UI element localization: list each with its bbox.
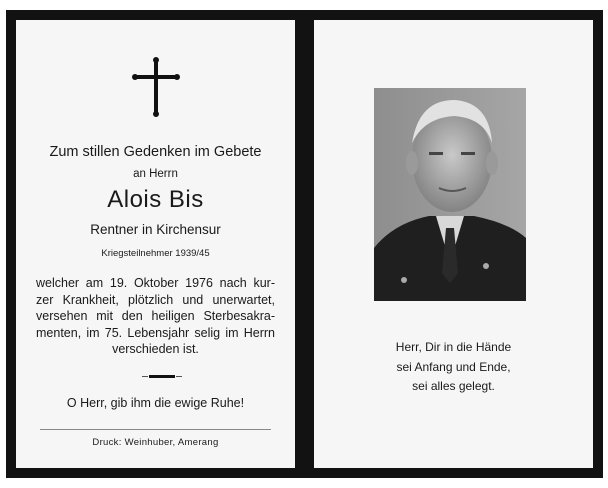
verse-text	[314, 338, 593, 397]
portrait-photo	[374, 88, 526, 301]
cross-icon	[132, 57, 180, 117]
an-herrn-text: an Herrn	[133, 168, 178, 180]
body-line: versehen mit den heiligen Sterbesakra-	[36, 309, 275, 323]
verse-line: sei Anfang und Ende,	[396, 359, 511, 374]
right-page	[304, 10, 603, 478]
printer-credit: Druck: Weinhuber, Amerang	[92, 437, 219, 448]
body-line: menten, im 75. Lebensjahr selig im Herrn	[36, 325, 275, 340]
body-line: welcher am 19. Oktober 1976 nach kur-	[36, 276, 275, 290]
body-line: zer Krankheit, plötzlich und unerwartet,	[36, 292, 275, 307]
occupation-text: Rentner in Kirchensur	[90, 222, 221, 237]
verse-line: Herr, Dir in die Hände	[395, 340, 512, 354]
divider-line	[40, 429, 271, 430]
intro-text: Zum stillen Gedenken im Gebete	[49, 144, 262, 160]
obituary-body	[36, 275, 275, 358]
left-page-paper	[16, 20, 295, 468]
body-line: verschieden ist.	[112, 342, 199, 356]
right-page-paper	[314, 20, 593, 468]
deceased-name: Alois Bis	[107, 186, 204, 213]
prayer-text: O Herr, gib ihm die ewige Ruhe!	[66, 396, 245, 410]
verse-line: sei alles gelegt.	[412, 379, 495, 393]
veteran-text: Kriegsteilnehmer 1939/45	[101, 248, 210, 259]
divider-ornament	[149, 375, 175, 378]
left-page	[6, 10, 305, 478]
